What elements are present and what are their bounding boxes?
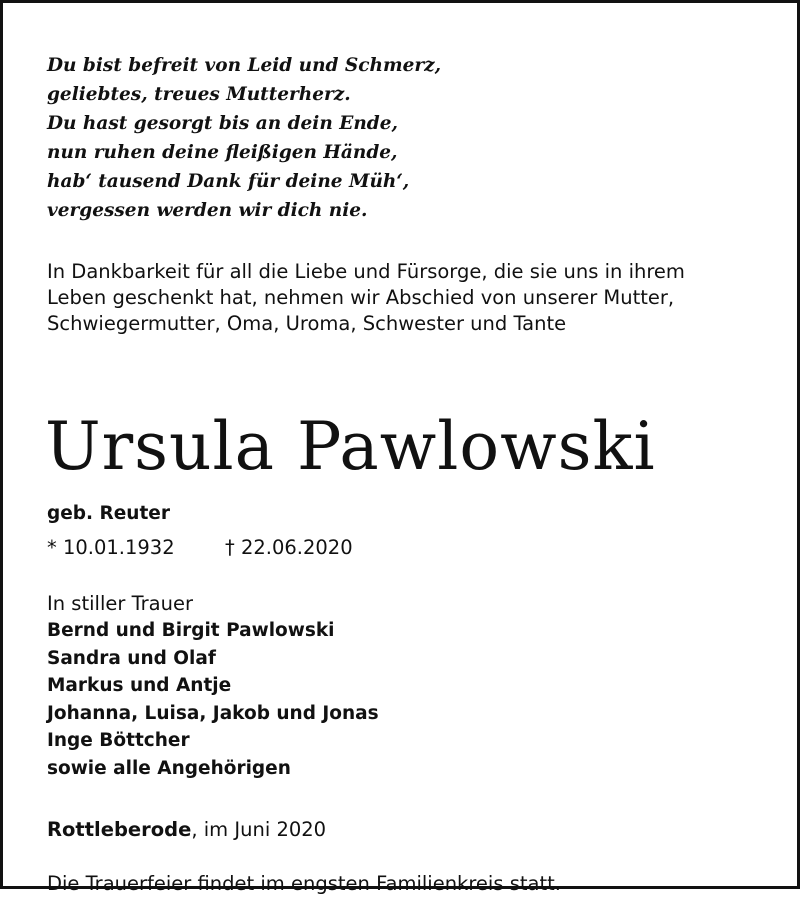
funeral-note: Die Trauerfeier findet im engsten Familienkreis statt. <box>47 872 561 895</box>
mourner-name: Bernd und Birgit Pawlowski <box>47 620 335 641</box>
mourner-name: Johanna, Luisa, Jakob und Jonas <box>47 702 379 724</box>
poem-line: nun ruhen deine fleißigen Hände, <box>47 142 398 163</box>
poem <box>47 51 777 225</box>
deceased-name: Ursula Pawlowski <box>45 408 656 485</box>
mourner-name: Markus und Antje <box>47 675 232 696</box>
intro-line: Leben geschenkt hat, nehmen wir Abschied von unserer Mutter, <box>47 286 675 309</box>
intro-line: In Dankbarkeit für all die Liebe und Fürsorge, die sie uns in ihrem <box>47 260 685 283</box>
place-month: , im Juni 2020 <box>191 818 327 841</box>
mourning-heading: In stiller Trauer <box>47 592 193 615</box>
mourner-name: Inge Böttcher <box>47 730 190 751</box>
maiden-name: geb. Reuter <box>47 503 170 524</box>
poem-line: Du bist befreit von Leid und Schmerz, <box>47 55 442 76</box>
place-town: Rottleberode <box>47 818 192 841</box>
poem-line: Du hast gesorgt bis an dein Ende, <box>47 113 398 134</box>
intro-line: Schwiegermutter, Oma, Uroma, Schwester und Tante <box>47 312 567 335</box>
poem-line: vergessen werden wir dich nie. <box>47 200 368 221</box>
life-dates <box>47 535 353 561</box>
place-date <box>47 817 326 843</box>
intro-text <box>47 259 685 337</box>
poem-line: hab‘ tausend Dank für deine Müh‘, <box>47 171 410 192</box>
mourner-list <box>47 617 379 782</box>
poem-line: geliebtes, treues Mutterherz. <box>47 84 351 105</box>
mourner-name: sowie alle Angehörigen <box>47 757 291 779</box>
birth-date: * 10.01.1932 <box>47 536 175 559</box>
obituary-content <box>45 51 777 895</box>
mourner-name: Sandra und Olaf <box>47 647 216 669</box>
death-date: † 22.06.2020 <box>225 536 353 559</box>
